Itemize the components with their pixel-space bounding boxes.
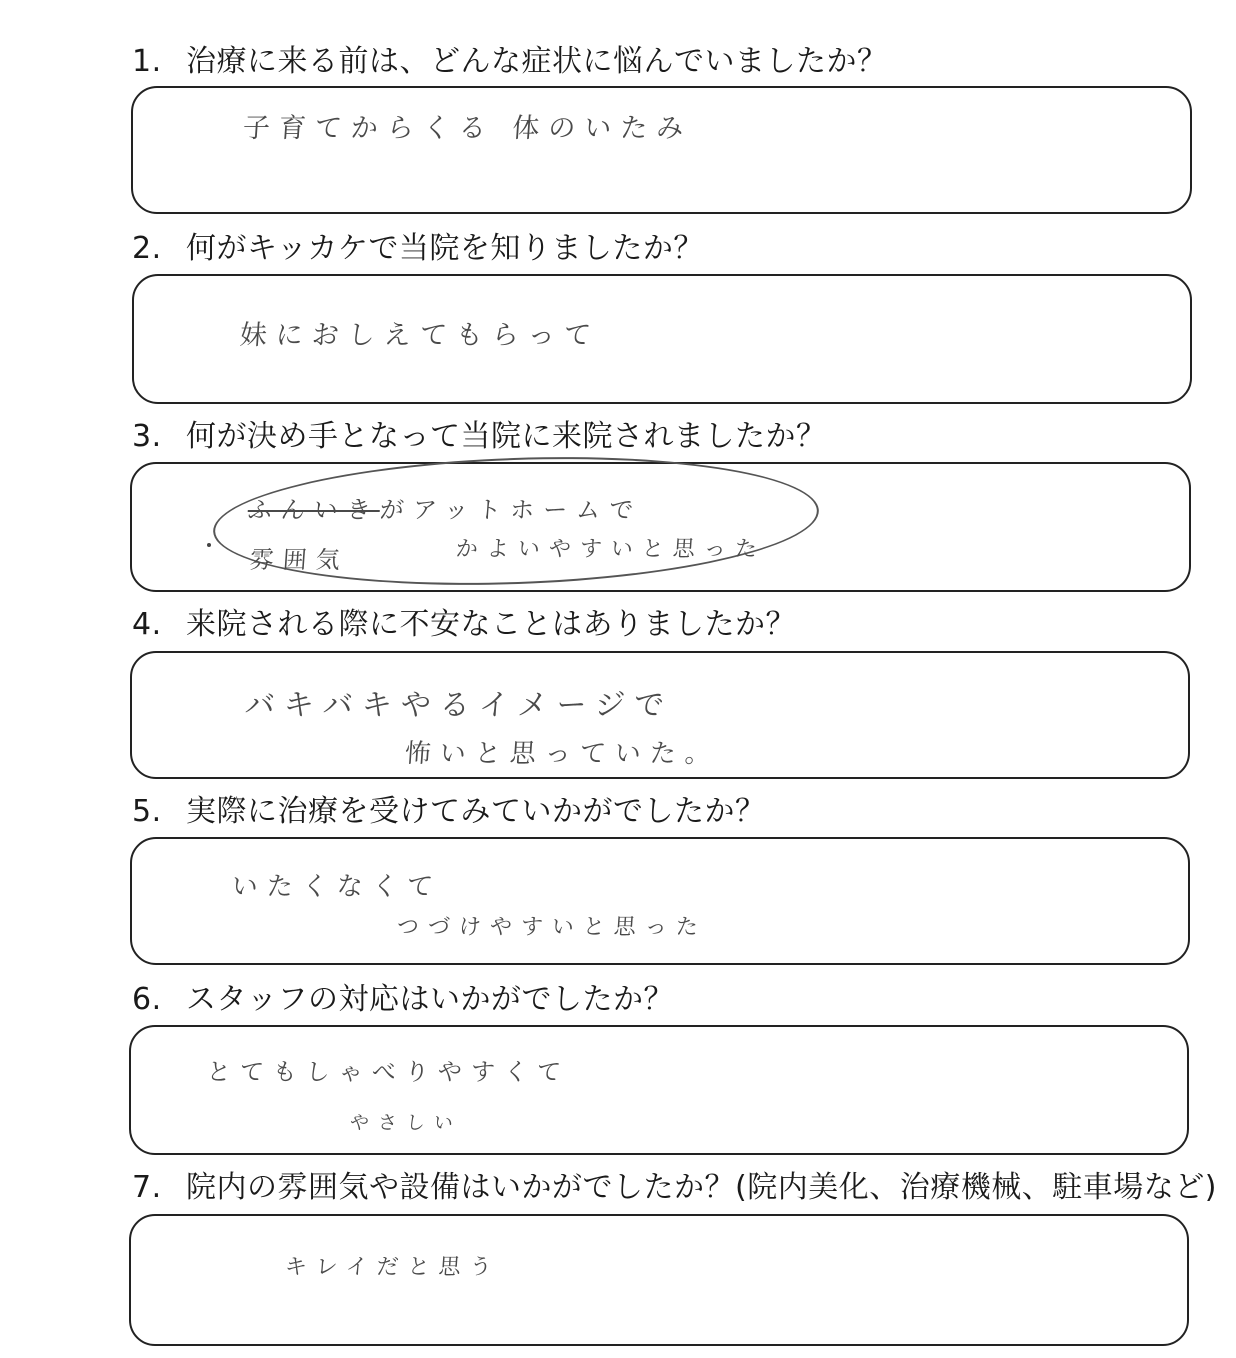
answer-1-line-1: 子育てからくる 体のいたみ xyxy=(241,113,694,144)
question-number: 6. xyxy=(132,982,162,1017)
answer-3-line-1-rest: がアットホームで xyxy=(378,496,644,524)
answer-box-6 xyxy=(129,1025,1189,1155)
answer-6-line-2: やさしい xyxy=(349,1112,463,1134)
question-3 xyxy=(132,419,827,455)
answer-7-line-1: キレイだと思う xyxy=(283,1255,502,1280)
question-number: 2. xyxy=(132,231,162,266)
answer-3-line-3: かよいやすいと思った xyxy=(454,537,767,562)
question-7 xyxy=(132,1170,1217,1206)
answer-4-line-2: 怖いと思っていた。 xyxy=(403,739,721,769)
answer-3-line-1 xyxy=(247,490,644,525)
question-number: 4. xyxy=(132,607,162,642)
question-text: スタッフの対応はいかがでしたか？ xyxy=(186,982,674,1017)
question-text: 院内の雰囲気や設備はいかがでしたか？(院内美化、治療機械、駐車場など) xyxy=(186,1170,1217,1205)
question-text: 来院される際に不安なことはありましたか？ xyxy=(186,607,796,642)
question-2 xyxy=(132,231,704,267)
question-text: 実際に治療を受けてみていかがでしたか？ xyxy=(186,794,766,829)
question-number: 5. xyxy=(132,794,162,829)
answer-5-line-1: いたくなくて xyxy=(230,872,443,902)
question-1 xyxy=(132,44,888,80)
answer-5-line-2: つづけやすいと思った xyxy=(395,915,708,940)
struck-word: ふんいき xyxy=(246,496,381,524)
answer-4-line-1: バキバキやるイメージで xyxy=(243,688,675,723)
question-number: 7. xyxy=(132,1170,162,1205)
answer-6-line-1: とてもしゃべりやすくて xyxy=(205,1058,571,1086)
question-text: 何がキッカケで当院を知りましたか？ xyxy=(186,231,704,266)
answer-2-line-1: 妹におしえてもらって xyxy=(238,320,601,351)
question-number: 3. xyxy=(132,419,162,454)
question-text: 治療に来る前は、どんな症状に悩んでいましたか？ xyxy=(186,44,888,79)
question-text: 何が決め手となって当院に来院されましたか？ xyxy=(186,419,827,454)
question-4 xyxy=(132,607,796,643)
answer-3-line-2: 雰囲気 xyxy=(248,546,350,574)
ink-dot xyxy=(207,543,211,547)
question-5 xyxy=(132,794,766,830)
question-6 xyxy=(132,982,674,1018)
question-number: 1. xyxy=(132,44,162,79)
